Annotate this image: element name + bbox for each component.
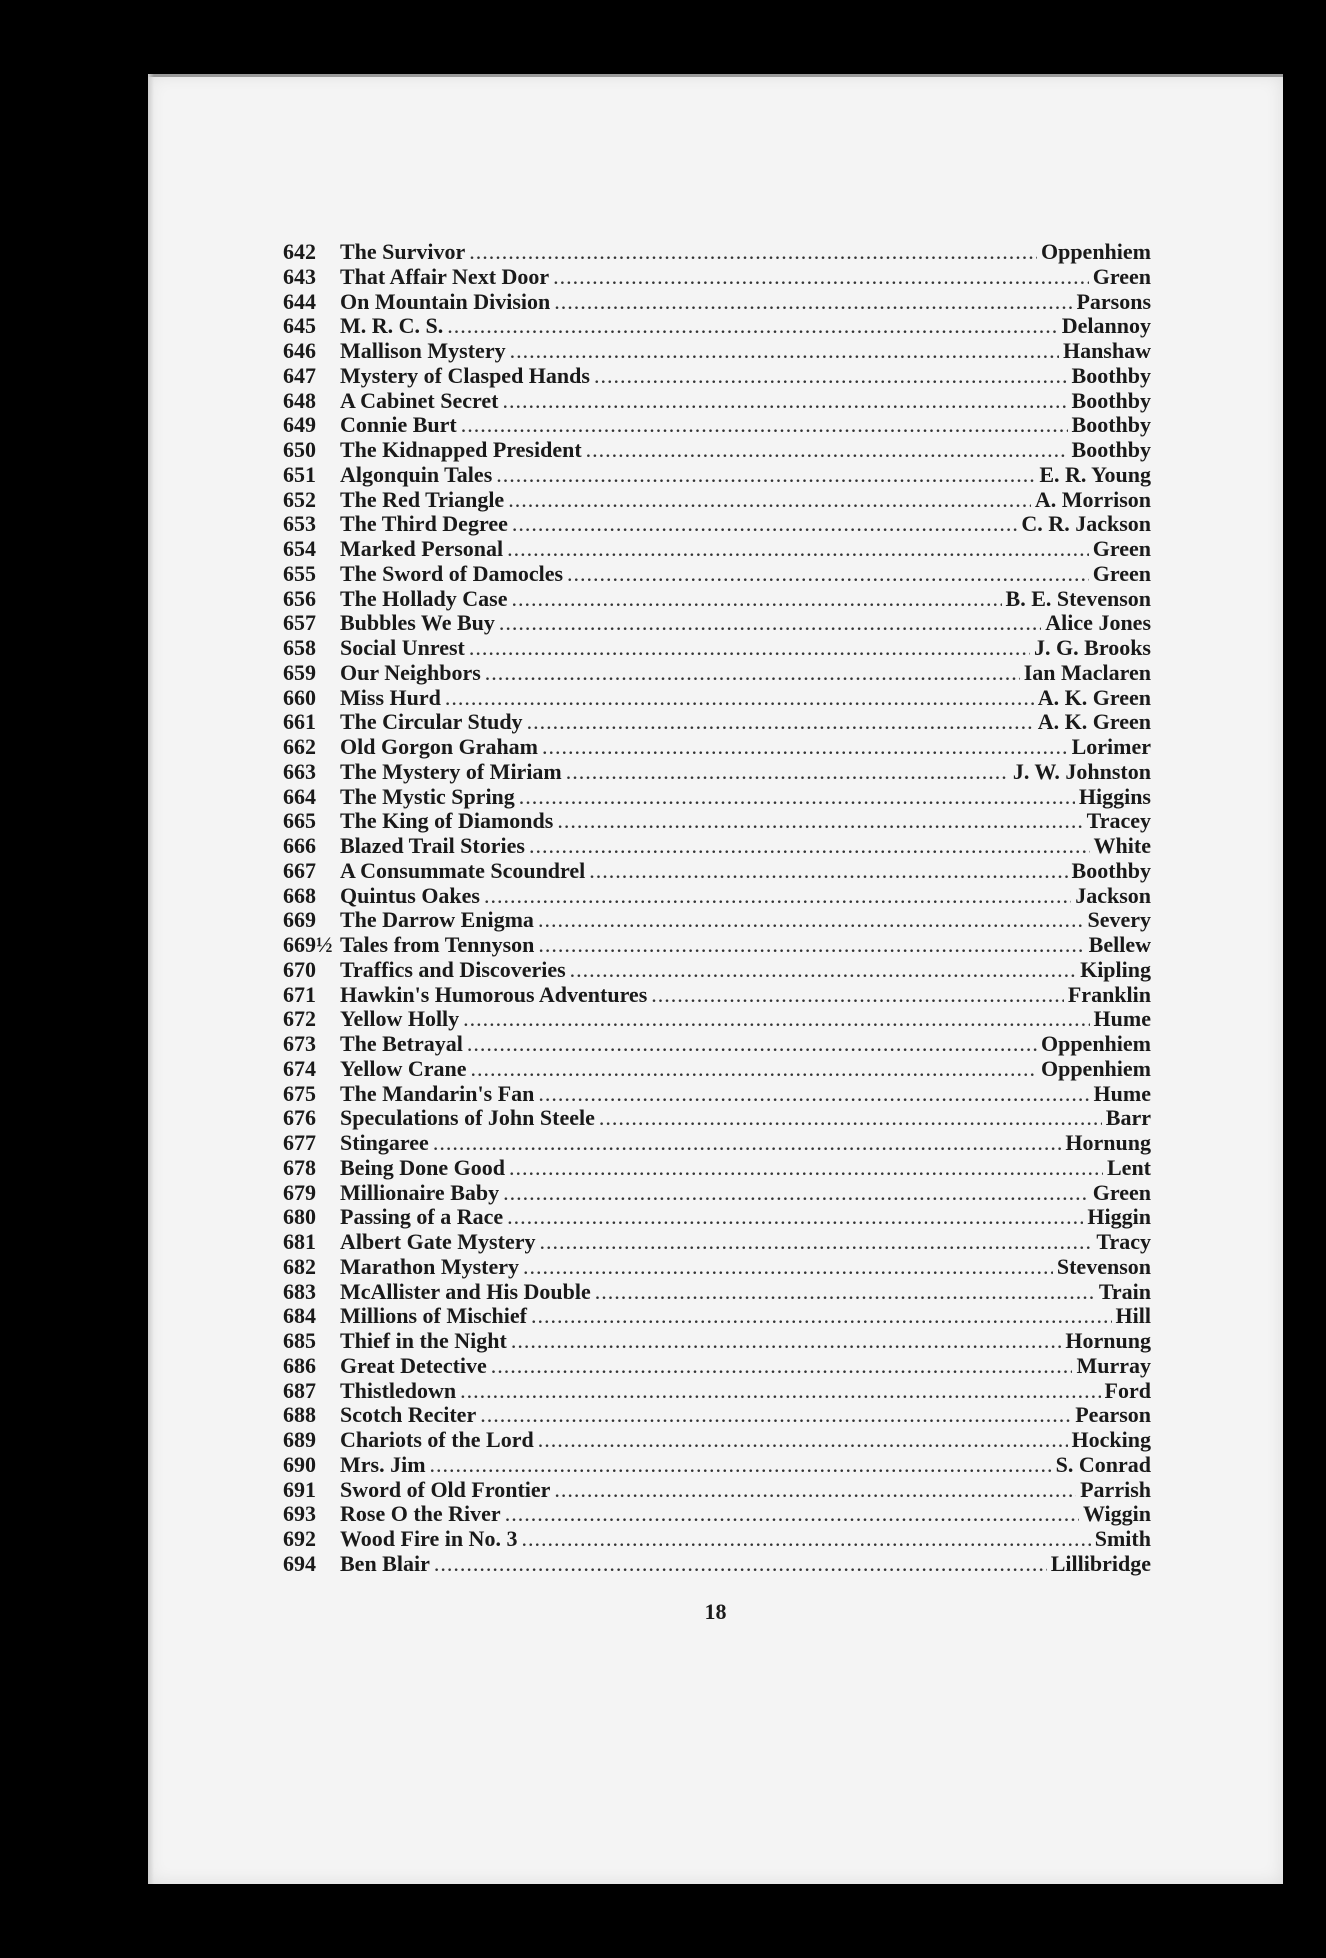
entry-author: Bellew bbox=[1088, 932, 1151, 957]
entry-title: Connie Burt bbox=[340, 412, 457, 438]
entry-title: Rose O the River bbox=[340, 1501, 501, 1527]
catalog-entry bbox=[283, 1255, 1151, 1280]
entry-number: 645 bbox=[283, 313, 316, 339]
dot-leader bbox=[463, 1007, 1089, 1032]
entry-number: 668 bbox=[283, 882, 316, 908]
entry-number: 658 bbox=[283, 635, 316, 660]
entry-author: Hume bbox=[1093, 1080, 1151, 1106]
entry-number: 655 bbox=[283, 560, 316, 586]
entry-author: Green bbox=[1092, 536, 1151, 561]
entry-title: Great Detective bbox=[340, 1352, 487, 1378]
entry-number: 656 bbox=[283, 585, 316, 611]
entry-author: Jackson bbox=[1075, 882, 1151, 908]
catalog-entry bbox=[283, 958, 1151, 983]
entry-title: Millionaire Baby bbox=[340, 1179, 500, 1205]
entry-author: Pearson bbox=[1075, 1402, 1151, 1428]
entry-number: 648 bbox=[283, 387, 316, 413]
catalog-entry bbox=[283, 1057, 1151, 1082]
catalog-entry bbox=[283, 735, 1151, 760]
entry-author: White bbox=[1093, 833, 1151, 858]
entry-number: 675 bbox=[283, 1080, 316, 1106]
catalog-entry bbox=[283, 760, 1151, 785]
entry-number: 647 bbox=[283, 362, 316, 388]
entry-author: Boothby bbox=[1071, 412, 1151, 438]
entry-number: 671 bbox=[283, 981, 316, 1007]
dot-leader bbox=[553, 265, 1089, 290]
catalog-entry bbox=[283, 1354, 1151, 1379]
catalog-entry bbox=[283, 1403, 1151, 1428]
entry-title: Hawkin's Humorous Adventures bbox=[340, 981, 648, 1007]
catalog-entry bbox=[283, 1453, 1151, 1478]
entry-number: 643 bbox=[283, 263, 316, 289]
dot-leader bbox=[430, 1453, 1052, 1478]
catalog-entry bbox=[283, 1032, 1151, 1057]
entry-number: 690 bbox=[283, 1451, 316, 1477]
dot-leader bbox=[529, 834, 1090, 859]
entry-number: 685 bbox=[283, 1328, 316, 1353]
dot-leader bbox=[502, 389, 1067, 414]
entry-number: 657 bbox=[283, 610, 316, 636]
dot-leader bbox=[509, 1156, 1103, 1181]
entry-number: 681 bbox=[283, 1229, 316, 1254]
dot-leader bbox=[538, 1082, 1089, 1107]
catalog-entry bbox=[283, 1379, 1151, 1404]
catalog-entry bbox=[283, 809, 1151, 834]
entry-number: 650 bbox=[283, 437, 316, 462]
dot-leader bbox=[491, 1354, 1073, 1379]
catalog-entry bbox=[283, 1082, 1151, 1107]
entry-title: The Hollady Case bbox=[340, 585, 508, 611]
catalog-entry bbox=[283, 265, 1151, 290]
entry-author: A. Morrison bbox=[1034, 486, 1151, 512]
entry-title: The Betrayal bbox=[340, 1031, 463, 1056]
catalog-entry bbox=[283, 463, 1151, 488]
catalog-entry bbox=[283, 1502, 1151, 1527]
entry-title: Speculations of John Steele bbox=[340, 1105, 595, 1131]
entry-author: Higgins bbox=[1078, 783, 1151, 809]
entry-number: 691 bbox=[283, 1476, 316, 1502]
entry-title: M. R. C. S. bbox=[340, 313, 444, 339]
entry-number: 663 bbox=[283, 758, 316, 784]
dot-leader bbox=[595, 1280, 1095, 1305]
entry-title: The Mystery of Miriam bbox=[340, 758, 562, 784]
entry-author: Stevenson bbox=[1056, 1253, 1151, 1279]
entry-title: Sword of Old Frontier bbox=[340, 1476, 551, 1502]
entry-author: Boothby bbox=[1071, 362, 1151, 388]
entry-number: 689 bbox=[283, 1427, 316, 1452]
entry-author: J. W. Johnston bbox=[1012, 758, 1151, 784]
entry-number: 693 bbox=[283, 1501, 316, 1527]
entry-author: Parsons bbox=[1076, 288, 1151, 314]
catalog-entry bbox=[283, 859, 1151, 884]
entry-author: B. E. Stevenson bbox=[1005, 585, 1151, 611]
dot-leader bbox=[527, 710, 1034, 735]
entry-author: A. K. Green bbox=[1037, 684, 1151, 710]
entry-title: Ben Blair bbox=[340, 1550, 430, 1576]
entry-author: Murray bbox=[1076, 1352, 1151, 1378]
entry-title: Blazed Trail Stories bbox=[340, 833, 525, 858]
dot-leader bbox=[469, 240, 1037, 265]
entry-number: 677 bbox=[283, 1130, 316, 1155]
dot-leader bbox=[510, 339, 1059, 364]
dot-leader bbox=[505, 1502, 1079, 1527]
catalog-entry bbox=[283, 314, 1151, 339]
entry-number: 679 bbox=[283, 1179, 316, 1205]
entry-title: That Affair Next Door bbox=[340, 263, 550, 289]
dot-leader bbox=[433, 1131, 1062, 1156]
catalog-entry bbox=[283, 611, 1151, 636]
entry-title: Yellow Holly bbox=[340, 1006, 460, 1032]
catalog-entry bbox=[283, 1007, 1151, 1032]
catalog-entry bbox=[283, 364, 1151, 389]
entry-author: Tracey bbox=[1086, 808, 1151, 834]
entry-author: Higgin bbox=[1087, 1204, 1151, 1230]
dot-leader bbox=[538, 933, 1084, 958]
entry-author: Hill bbox=[1115, 1303, 1151, 1329]
entry-title: Thistledown bbox=[340, 1377, 457, 1403]
entry-title: The Sword of Damocles bbox=[340, 560, 564, 586]
entry-number: 687 bbox=[283, 1377, 316, 1403]
dot-leader bbox=[507, 537, 1089, 562]
entry-number: 682 bbox=[283, 1253, 316, 1279]
entry-title: Chariots of the Lord bbox=[340, 1427, 534, 1452]
entry-author: Alice Jones bbox=[1045, 610, 1151, 636]
dot-leader bbox=[566, 760, 1009, 785]
dot-leader bbox=[460, 1379, 1100, 1404]
catalog-entry bbox=[283, 413, 1151, 438]
entry-number: 678 bbox=[283, 1154, 316, 1180]
dot-leader bbox=[467, 1032, 1037, 1057]
dot-leader bbox=[461, 413, 1068, 438]
entry-title: The Circular Study bbox=[340, 709, 523, 735]
entry-title: A Cabinet Secret bbox=[340, 387, 499, 413]
entry-number: 666 bbox=[283, 833, 316, 858]
dot-leader bbox=[445, 686, 1034, 711]
entry-author: Ian Maclaren bbox=[1023, 659, 1151, 685]
entry-title: Marked Personal bbox=[340, 536, 504, 561]
dot-leader bbox=[651, 983, 1064, 1008]
entry-title: Millions of Mischief bbox=[340, 1303, 527, 1329]
entry-number: 662 bbox=[283, 734, 316, 759]
dot-leader bbox=[542, 735, 1068, 760]
dot-leader bbox=[503, 1181, 1089, 1206]
page-top-edge bbox=[148, 74, 1283, 77]
entry-title: Social Unrest bbox=[340, 635, 465, 660]
entry-author: Boothby bbox=[1071, 387, 1151, 413]
entry-author: S. Conrad bbox=[1055, 1451, 1151, 1477]
entry-title: The Darrow Enigma bbox=[340, 907, 534, 933]
catalog-entry bbox=[283, 1230, 1151, 1255]
entry-title: The Mystic Spring bbox=[340, 783, 515, 809]
entry-title: Mallison Mystery bbox=[340, 338, 506, 363]
entry-author: Kipling bbox=[1080, 956, 1151, 982]
entry-number: 669½ bbox=[283, 932, 333, 957]
entry-number: 646 bbox=[283, 338, 316, 363]
entry-title: A Consummate Scoundrel bbox=[340, 857, 586, 883]
catalog-entry bbox=[283, 686, 1151, 711]
entry-title: Albert Gate Mystery bbox=[340, 1229, 536, 1254]
dot-leader bbox=[434, 1552, 1047, 1577]
catalog-list bbox=[283, 240, 1151, 1577]
entry-author: Hornung bbox=[1065, 1130, 1151, 1155]
entry-author: Barr bbox=[1105, 1105, 1151, 1131]
entry-author: Lent bbox=[1107, 1154, 1151, 1180]
entry-number: 686 bbox=[283, 1352, 316, 1378]
catalog-entry bbox=[283, 908, 1151, 933]
page-number: 18 bbox=[704, 1599, 727, 1624]
scanned-page bbox=[148, 74, 1283, 1884]
entry-title: Being Done Good bbox=[340, 1154, 506, 1180]
entry-author: Boothby bbox=[1071, 857, 1151, 883]
dot-leader bbox=[521, 1527, 1090, 1552]
dot-leader bbox=[523, 1255, 1053, 1280]
dot-leader bbox=[508, 488, 1031, 513]
catalog-entry bbox=[283, 1329, 1151, 1354]
dot-leader bbox=[512, 512, 1018, 537]
entry-number: 665 bbox=[283, 808, 316, 834]
entry-author: Lillibridge bbox=[1050, 1550, 1151, 1576]
catalog-entry bbox=[283, 1428, 1151, 1453]
entry-title: Mystery of Clasped Hands bbox=[340, 362, 590, 388]
entry-title: Miss Hurd bbox=[340, 684, 441, 710]
catalog-entry bbox=[283, 1181, 1151, 1206]
catalog-entry bbox=[283, 1205, 1151, 1230]
entry-title: Yellow Crane bbox=[340, 1055, 467, 1081]
dot-leader bbox=[589, 859, 1067, 884]
dot-leader bbox=[499, 611, 1041, 636]
catalog-entry bbox=[283, 537, 1151, 562]
catalog-entry bbox=[283, 488, 1151, 513]
entry-number: 683 bbox=[283, 1278, 316, 1304]
entry-number: 652 bbox=[283, 486, 316, 512]
entry-author: J. G. Brooks bbox=[1034, 635, 1151, 660]
dot-leader bbox=[531, 1304, 1112, 1329]
entry-title: Wood Fire in No. 3 bbox=[340, 1526, 518, 1551]
entry-number: 642 bbox=[283, 239, 316, 264]
entry-title: The King of Diamonds bbox=[340, 808, 554, 834]
dot-leader bbox=[511, 587, 1001, 612]
entry-author: Severy bbox=[1087, 907, 1151, 933]
dot-leader bbox=[480, 1403, 1071, 1428]
catalog-entry bbox=[283, 636, 1151, 661]
entry-number: 644 bbox=[283, 288, 316, 314]
catalog-entry bbox=[283, 933, 1151, 958]
entry-number: 694 bbox=[283, 1550, 316, 1576]
entry-number: 669 bbox=[283, 907, 316, 933]
catalog-entry bbox=[283, 240, 1151, 265]
catalog-entry bbox=[283, 661, 1151, 686]
dot-leader bbox=[511, 1329, 1062, 1354]
catalog-entry bbox=[283, 389, 1151, 414]
entry-title: Our Neighbors bbox=[340, 659, 481, 685]
entry-title: Quintus Oakes bbox=[340, 882, 480, 908]
entry-author: Oppenhiem bbox=[1040, 239, 1151, 264]
dot-leader bbox=[557, 809, 1082, 834]
entry-number: 672 bbox=[283, 1006, 316, 1032]
catalog-entry bbox=[283, 1552, 1151, 1577]
entry-author: A. K. Green bbox=[1037, 709, 1151, 735]
dot-leader bbox=[496, 463, 1035, 488]
entry-number: 688 bbox=[283, 1402, 316, 1428]
entry-author: Boothby bbox=[1071, 437, 1151, 462]
entry-title: McAllister and His Double bbox=[340, 1278, 591, 1304]
catalog-entry bbox=[283, 339, 1151, 364]
entry-title: The Survivor bbox=[340, 239, 466, 264]
entry-title: Marathon Mystery bbox=[340, 1253, 520, 1279]
entry-title: The Kidnapped President bbox=[340, 437, 582, 462]
entry-number: 661 bbox=[283, 709, 316, 735]
dot-leader bbox=[570, 958, 1076, 983]
catalog-entry bbox=[283, 834, 1151, 859]
entry-author: Ford bbox=[1104, 1377, 1151, 1403]
catalog-entry bbox=[283, 1156, 1151, 1181]
catalog-entry bbox=[283, 983, 1151, 1008]
dot-leader bbox=[567, 562, 1089, 587]
entry-title: Tales from Tennyson bbox=[340, 932, 535, 957]
entry-author: C. R. Jackson bbox=[1021, 511, 1151, 537]
catalog-entry bbox=[283, 1478, 1151, 1503]
entry-title: On Mountain Division bbox=[340, 288, 551, 314]
dot-leader bbox=[586, 438, 1068, 463]
entry-author: Hocking bbox=[1071, 1427, 1151, 1452]
entry-author: Lorimer bbox=[1071, 734, 1151, 759]
entry-number: 651 bbox=[283, 461, 316, 487]
dot-leader bbox=[447, 314, 1057, 339]
entry-number: 692 bbox=[283, 1526, 316, 1551]
entry-author: Delannoy bbox=[1061, 313, 1151, 339]
catalog-entry bbox=[283, 710, 1151, 735]
dot-leader bbox=[469, 636, 1030, 661]
entry-number: 660 bbox=[283, 684, 316, 710]
dot-leader bbox=[538, 1428, 1068, 1453]
entry-author: Oppenhiem bbox=[1040, 1031, 1151, 1056]
entry-title: The Red Triangle bbox=[340, 486, 505, 512]
entry-author: Smith bbox=[1094, 1526, 1151, 1551]
dot-leader bbox=[507, 1205, 1083, 1230]
catalog-entry bbox=[283, 1280, 1151, 1305]
catalog-entry bbox=[283, 884, 1151, 909]
dot-leader bbox=[485, 661, 1020, 686]
catalog-entry bbox=[283, 290, 1151, 315]
entry-number: 667 bbox=[283, 857, 316, 883]
dot-leader bbox=[470, 1057, 1036, 1082]
entry-title: The Third Degree bbox=[340, 511, 508, 537]
entry-title: The Mandarin's Fan bbox=[340, 1080, 535, 1106]
entry-author: Train bbox=[1098, 1278, 1151, 1304]
entry-title: Bubbles We Buy bbox=[340, 610, 495, 636]
entry-number: 664 bbox=[283, 783, 316, 809]
catalog-entry bbox=[283, 1527, 1151, 1552]
entry-number: 676 bbox=[283, 1105, 316, 1131]
catalog-entry bbox=[283, 438, 1151, 463]
entry-author: Franklin bbox=[1067, 981, 1151, 1007]
catalog-entry bbox=[283, 785, 1151, 810]
entry-title: Scotch Reciter bbox=[340, 1402, 477, 1428]
entry-title: Stingaree bbox=[340, 1130, 429, 1155]
entry-number: 680 bbox=[283, 1204, 316, 1230]
entry-title: Algonquin Tales bbox=[340, 461, 493, 487]
entry-author: Hornung bbox=[1065, 1328, 1151, 1353]
entry-title: Mrs. Jim bbox=[340, 1451, 426, 1477]
dot-leader bbox=[484, 884, 1071, 909]
entry-number: 653 bbox=[283, 511, 316, 537]
entry-author: Hanshaw bbox=[1062, 338, 1151, 363]
catalog-entry bbox=[283, 1304, 1151, 1329]
entry-number: 674 bbox=[283, 1055, 316, 1081]
entry-number: 659 bbox=[283, 659, 316, 685]
dot-leader bbox=[538, 908, 1084, 933]
entry-number: 649 bbox=[283, 412, 316, 438]
entry-title: Thief in the Night bbox=[340, 1328, 507, 1353]
entry-title: Passing of a Race bbox=[340, 1204, 504, 1230]
entry-author: E. R. Young bbox=[1039, 461, 1151, 487]
entry-number: 670 bbox=[283, 956, 316, 982]
dot-leader bbox=[519, 785, 1075, 810]
entry-author: Hume bbox=[1093, 1006, 1151, 1032]
dot-leader bbox=[554, 1478, 1076, 1503]
dot-leader bbox=[594, 364, 1068, 389]
entry-number: 673 bbox=[283, 1031, 316, 1056]
entry-number: 684 bbox=[283, 1303, 316, 1329]
entry-author: Green bbox=[1092, 263, 1151, 289]
entry-author: Green bbox=[1092, 560, 1151, 586]
entry-author: Parrish bbox=[1080, 1476, 1151, 1502]
dot-leader bbox=[554, 290, 1072, 315]
catalog-entry bbox=[283, 1106, 1151, 1131]
entry-author: Tracy bbox=[1096, 1229, 1151, 1254]
entry-title: Traffics and Discoveries bbox=[340, 956, 566, 982]
entry-number: 654 bbox=[283, 536, 316, 561]
catalog-entry bbox=[283, 1131, 1151, 1156]
catalog-entry bbox=[283, 512, 1151, 537]
catalog-entry bbox=[283, 587, 1151, 612]
entry-author: Green bbox=[1092, 1179, 1151, 1205]
entry-title: Old Gorgon Graham bbox=[340, 734, 539, 759]
dot-leader bbox=[599, 1106, 1102, 1131]
catalog-entry bbox=[283, 562, 1151, 587]
entry-author: Wiggin bbox=[1082, 1501, 1151, 1527]
entry-author: Oppenhiem bbox=[1040, 1055, 1151, 1081]
dot-leader bbox=[539, 1230, 1092, 1255]
